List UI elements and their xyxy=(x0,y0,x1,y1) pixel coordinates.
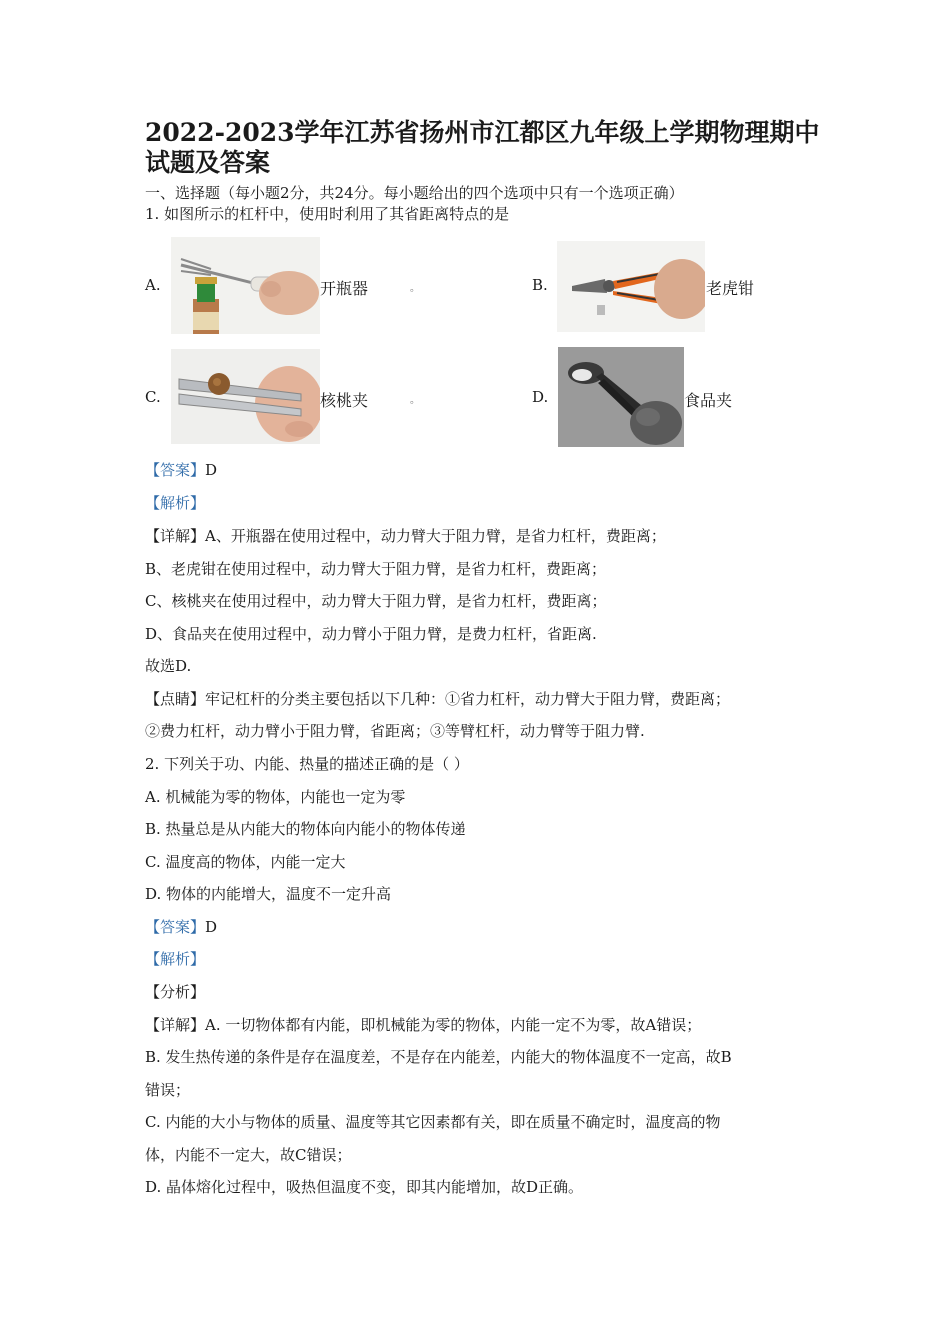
q2-detail-line: 错误； xyxy=(145,1081,191,1099)
option-a-letter: A. xyxy=(145,276,161,294)
option-b-label: 老虎钳 xyxy=(706,279,755,298)
q2-detail-line: B. 发生热传递的条件是存在温度差，不是存在内能差，内能大的物体温度不一定高，故B xyxy=(145,1048,732,1066)
q1-detail-line: B、老虎钳在使用过程中，动力臂大于阻力臂，是省力杠杆，费距离； xyxy=(145,560,607,578)
option-d-label: 食品夹 xyxy=(684,391,733,410)
q2-detail-line: C. 内能的大小与物体的质量、温度等其它因素都有关，即在质量不确定时，温度高的物 xyxy=(145,1113,721,1131)
answer-value: D xyxy=(205,918,218,936)
option-c-letter: C. xyxy=(145,388,161,406)
food-tongs-photo xyxy=(558,347,684,447)
option-c-label: 核桃夹 xyxy=(320,391,369,410)
option-a-label: 开瓶器 xyxy=(320,279,369,298)
question-2-stem: 2. 下列关于功、内能、热量的描述正确的是（ ） xyxy=(145,755,469,773)
q1-detail-line: 【点睛】牢记杠杆的分类主要包括以下几种：①省力杠杆，动力臂大于阻力臂，费距离； xyxy=(145,690,731,708)
q1-answer xyxy=(145,460,217,480)
q2-analysis-tag: 【解析】 xyxy=(145,950,206,968)
q2-option-c: C. 温度高的物体，内能一定大 xyxy=(145,853,346,871)
q1-detail-line: D、食品夹在使用过程中，动力臂小于阻力臂，是费力杠杆，省距离. xyxy=(145,625,597,643)
q1-analysis-tag: 【解析】 xyxy=(145,494,206,512)
q1-detail-line: 【详解】A、开瓶器在使用过程中，动力臂大于阻力臂，是省力杠杆，费距离； xyxy=(145,527,666,545)
q1-detail-line: C、核桃夹在使用过程中，动力臂大于阻力臂，是省力杠杆，费距离； xyxy=(145,592,607,610)
q2-option-b: B. 热量总是从内能大的物体向内能小的物体传递 xyxy=(145,820,466,838)
section-heading: 一、选择题（每小题2分，共24分。每小题给出的四个选项中只有一个选项正确） xyxy=(145,184,684,202)
q1-detail-line: ②费力杠杆，动力臂小于阻力臂，省距离；③等臂杠杆，动力臂等于阻力臂. xyxy=(145,722,645,740)
q2-detail-line: D. 晶体熔化过程中，吸热但温度不变，即其内能增加，故D正确。 xyxy=(145,1178,584,1196)
q2-option-d: D. 物体的内能增大，温度不一定升高 xyxy=(145,885,392,903)
q2-option-a: A. 机械能为零的物体，内能也一定为零 xyxy=(145,788,406,806)
bottle-opener-photo xyxy=(171,237,320,334)
nutcracker-photo xyxy=(171,349,320,444)
q1-detail-line: 故选D. xyxy=(145,657,192,675)
answer-tag: 【答案】 xyxy=(145,918,206,936)
option-a-dot: 。 xyxy=(410,283,420,294)
question-1-stem: 1. 如图所示的杠杆中，使用时利用了其省距离特点的是 xyxy=(145,205,510,223)
answer-value: D xyxy=(205,461,218,479)
option-c-dot: 。 xyxy=(410,395,420,406)
answer-tag: 【答案】 xyxy=(145,461,206,479)
q2-fenxi-tag: 【分析】 xyxy=(145,983,206,1001)
pliers-photo xyxy=(557,241,705,332)
q2-detail-line: 体，内能不一定大，故C错误； xyxy=(145,1146,352,1164)
page-title: 2022-2023学年江苏省扬州市江都区九年级上学期物理期中试题及答案 xyxy=(145,118,820,177)
q2-detail-line: 【详解】A. 一切物体都有内能，即机械能为零的物体，内能一定不为零，故A错误； xyxy=(145,1016,702,1034)
q2-answer xyxy=(145,917,217,937)
option-d-letter: D. xyxy=(532,388,549,406)
option-b-letter: B. xyxy=(532,276,548,294)
